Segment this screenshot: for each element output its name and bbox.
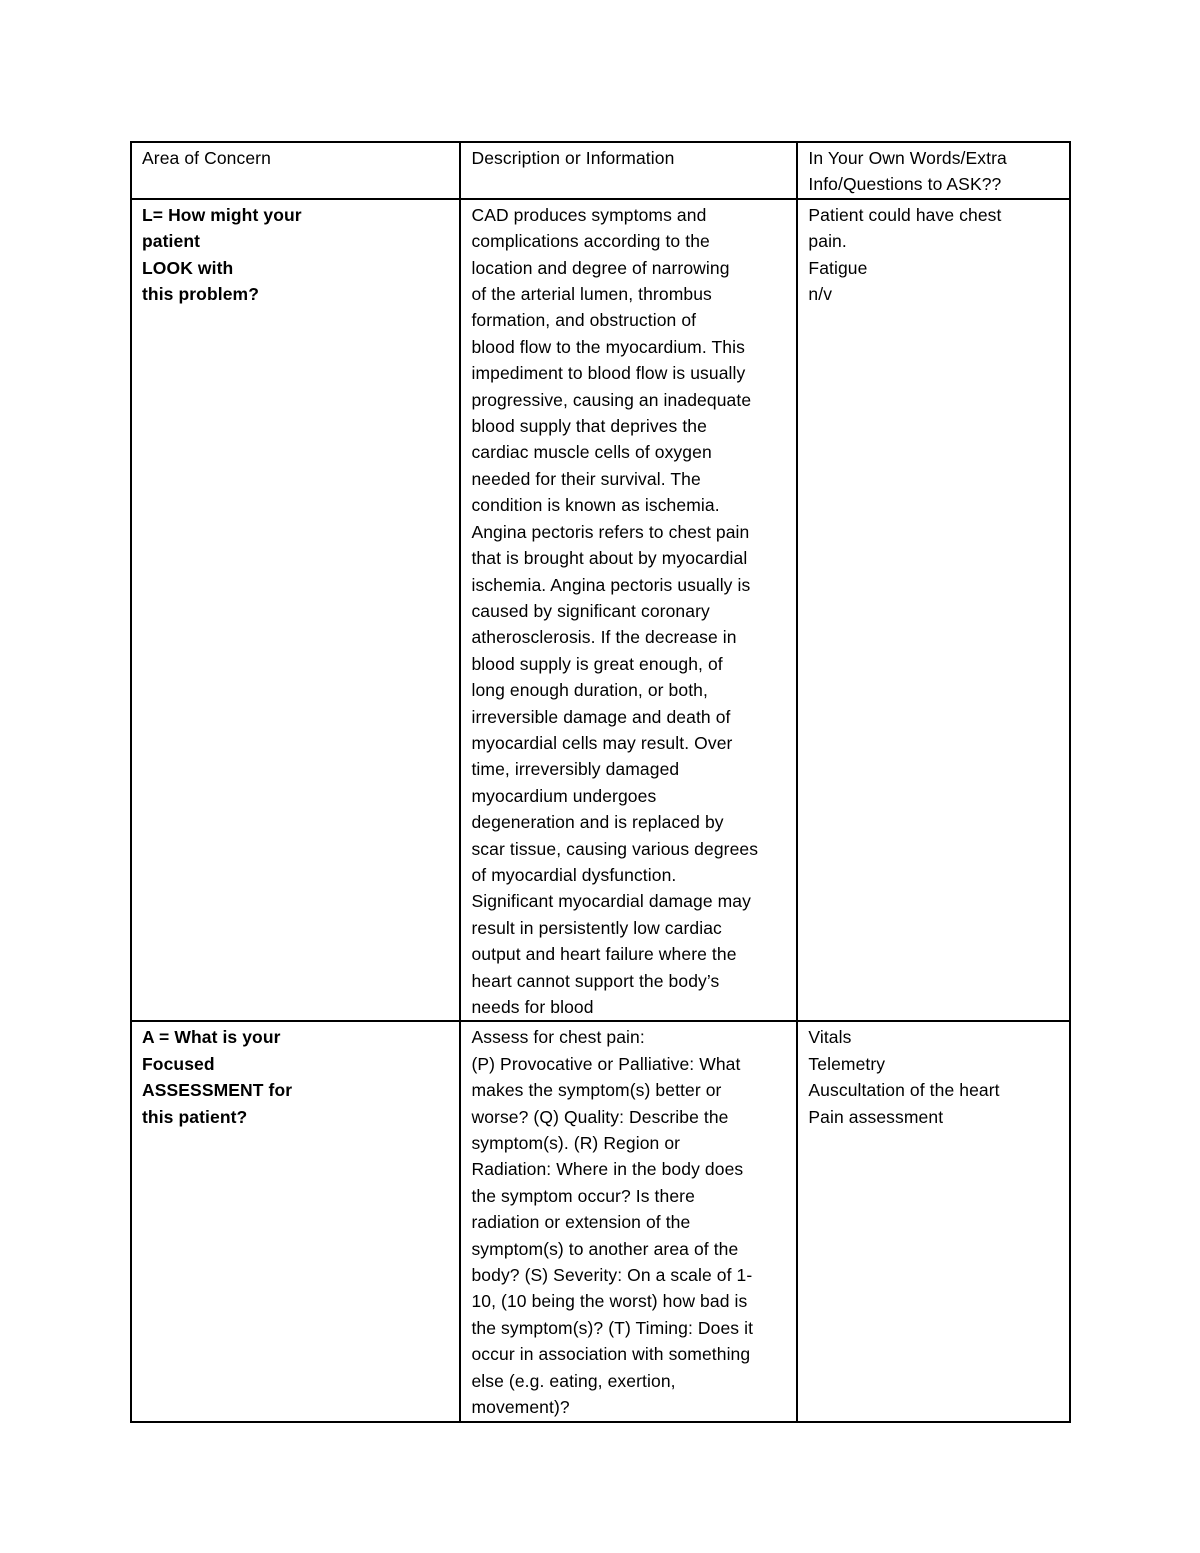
cell-text-line: (P) Provocative or Palliative: What bbox=[471, 1053, 741, 1074]
cell-text-line: Patient could have chest bbox=[808, 204, 1002, 225]
cell-text-line: worse? (Q) Quality: Describe the bbox=[471, 1106, 729, 1127]
table-row-assessment bbox=[131, 1021, 1070, 1421]
cell-text-line: else (e.g. eating, exertion, bbox=[471, 1370, 676, 1391]
cell-text-line: cardiac muscle cells of oxygen bbox=[471, 442, 712, 463]
cell-text-line: progressive, causing an inadequate bbox=[471, 389, 752, 410]
cell-text-line: of the arterial lumen, thrombus bbox=[471, 284, 712, 305]
row-assessment-notes bbox=[797, 1021, 1070, 1421]
cell-text-line: CAD produces symptoms and bbox=[471, 204, 707, 225]
header-own-words-line: Info/Questions to ASK?? bbox=[808, 174, 1002, 195]
header-own-words-line: In Your Own Words/Extra bbox=[808, 148, 1007, 168]
concern-table bbox=[130, 141, 1071, 1423]
cell-text-line: complications according to the bbox=[471, 231, 710, 252]
cell-text-line: Telemetry bbox=[808, 1053, 886, 1074]
cell-text-line: n/v bbox=[808, 284, 833, 305]
cell-text-line: Vitals bbox=[808, 1027, 852, 1048]
cell-text-line: location and degree of narrowing bbox=[471, 257, 730, 278]
cell-text-line: Significant myocardial damage may bbox=[471, 891, 751, 912]
cell-text-line: result in persistently low cardiac bbox=[471, 917, 722, 938]
cell-text-line: pain. bbox=[808, 231, 847, 252]
cell-text-line: radiation or extension of the bbox=[471, 1212, 691, 1233]
header-area-of-concern-text: Area of Concern bbox=[142, 148, 271, 168]
row-look-label bbox=[131, 199, 460, 1022]
cell-text-line: the symptom(s)? (T) Timing: Does it bbox=[471, 1317, 754, 1338]
cell-text-line: 10, (10 being the worst) how bad is bbox=[471, 1291, 748, 1312]
cell-text-line: degeneration and is replaced by bbox=[471, 812, 724, 833]
cell-text-line: caused by significant coronary bbox=[471, 600, 710, 621]
cell-text-line: movement)? bbox=[471, 1397, 570, 1418]
cell-text-line: Pain assessment bbox=[808, 1106, 944, 1127]
cell-text-line: ischemia. Angina pectoris usually is bbox=[471, 574, 751, 595]
cell-text-line: Auscultation of the heart bbox=[808, 1080, 1000, 1101]
cell-text-line: symptom(s). (R) Region or bbox=[471, 1133, 681, 1154]
header-own-words bbox=[797, 142, 1070, 199]
cell-text-line: long enough duration, or both, bbox=[471, 680, 708, 701]
cell-text-line: needs for blood bbox=[471, 997, 594, 1017]
cell-text-line: occur in association with something bbox=[471, 1344, 751, 1365]
cell-text-line: heart cannot support the body’s bbox=[471, 970, 720, 991]
table-row-look bbox=[131, 199, 1070, 1022]
row-look-notes bbox=[797, 199, 1070, 1022]
cell-text-line: the symptom occur? Is there bbox=[471, 1185, 695, 1206]
cell-text-line: formation, and obstruction of bbox=[471, 310, 697, 331]
header-description-text: Description or Information bbox=[471, 148, 675, 168]
cell-text-line: makes the symptom(s) better or bbox=[471, 1080, 722, 1101]
header-area-of-concern bbox=[131, 142, 460, 199]
cell-text-line: that is brought about by myocardial bbox=[471, 548, 748, 569]
cell-text-line: this problem? bbox=[142, 284, 259, 305]
cell-text-line: blood supply that deprives the bbox=[471, 416, 707, 437]
cell-text-line: myocardial cells may result. Over bbox=[471, 732, 733, 753]
cell-text-line: atherosclerosis. If the decrease in bbox=[471, 627, 737, 648]
cell-text-line: A = What is your bbox=[142, 1027, 281, 1048]
cell-text-line: patient bbox=[142, 231, 201, 252]
cell-text-line: Focused bbox=[142, 1053, 215, 1074]
table-header-row bbox=[131, 142, 1070, 199]
cell-text-line: time, irreversibly damaged bbox=[471, 759, 680, 780]
cell-text-line: Radiation: Where in the body does bbox=[471, 1159, 744, 1180]
cell-text-line: Assess for chest pain: bbox=[471, 1027, 645, 1048]
cell-text-line: condition is known as ischemia. bbox=[471, 495, 720, 516]
cell-text-line: blood flow to the myocardium. This bbox=[471, 336, 745, 357]
cell-text-line: body? (S) Severity: On a scale of 1- bbox=[471, 1265, 753, 1286]
cell-text-line: L= How might your bbox=[142, 204, 302, 225]
cell-text-line: this patient? bbox=[142, 1106, 248, 1127]
cell-text-line: myocardium undergoes bbox=[471, 785, 657, 806]
cell-text-line: needed for their survival. The bbox=[471, 468, 701, 489]
cell-text-line: symptom(s) to another area of the bbox=[471, 1238, 739, 1259]
cell-text-line: LOOK with bbox=[142, 257, 234, 278]
cell-text-line: Angina pectoris refers to chest pain bbox=[471, 521, 750, 542]
cell-text-line: scar tissue, causing various degrees bbox=[471, 838, 759, 859]
row-assessment-description bbox=[460, 1021, 797, 1421]
row-assessment-label bbox=[131, 1021, 460, 1421]
cell-text-line: output and heart failure where the bbox=[471, 944, 737, 965]
cell-text-line: ASSESSMENT for bbox=[142, 1080, 293, 1101]
header-description bbox=[460, 142, 797, 199]
cell-text-line: impediment to blood flow is usually bbox=[471, 363, 746, 384]
cell-text-line: Fatigue bbox=[808, 257, 868, 278]
cell-text-line: irreversible damage and death of bbox=[471, 706, 731, 727]
row-look-description bbox=[460, 199, 797, 1022]
cell-text-line: blood supply is great enough, of bbox=[471, 653, 723, 674]
cell-text-line: of myocardial dysfunction. bbox=[471, 864, 677, 885]
